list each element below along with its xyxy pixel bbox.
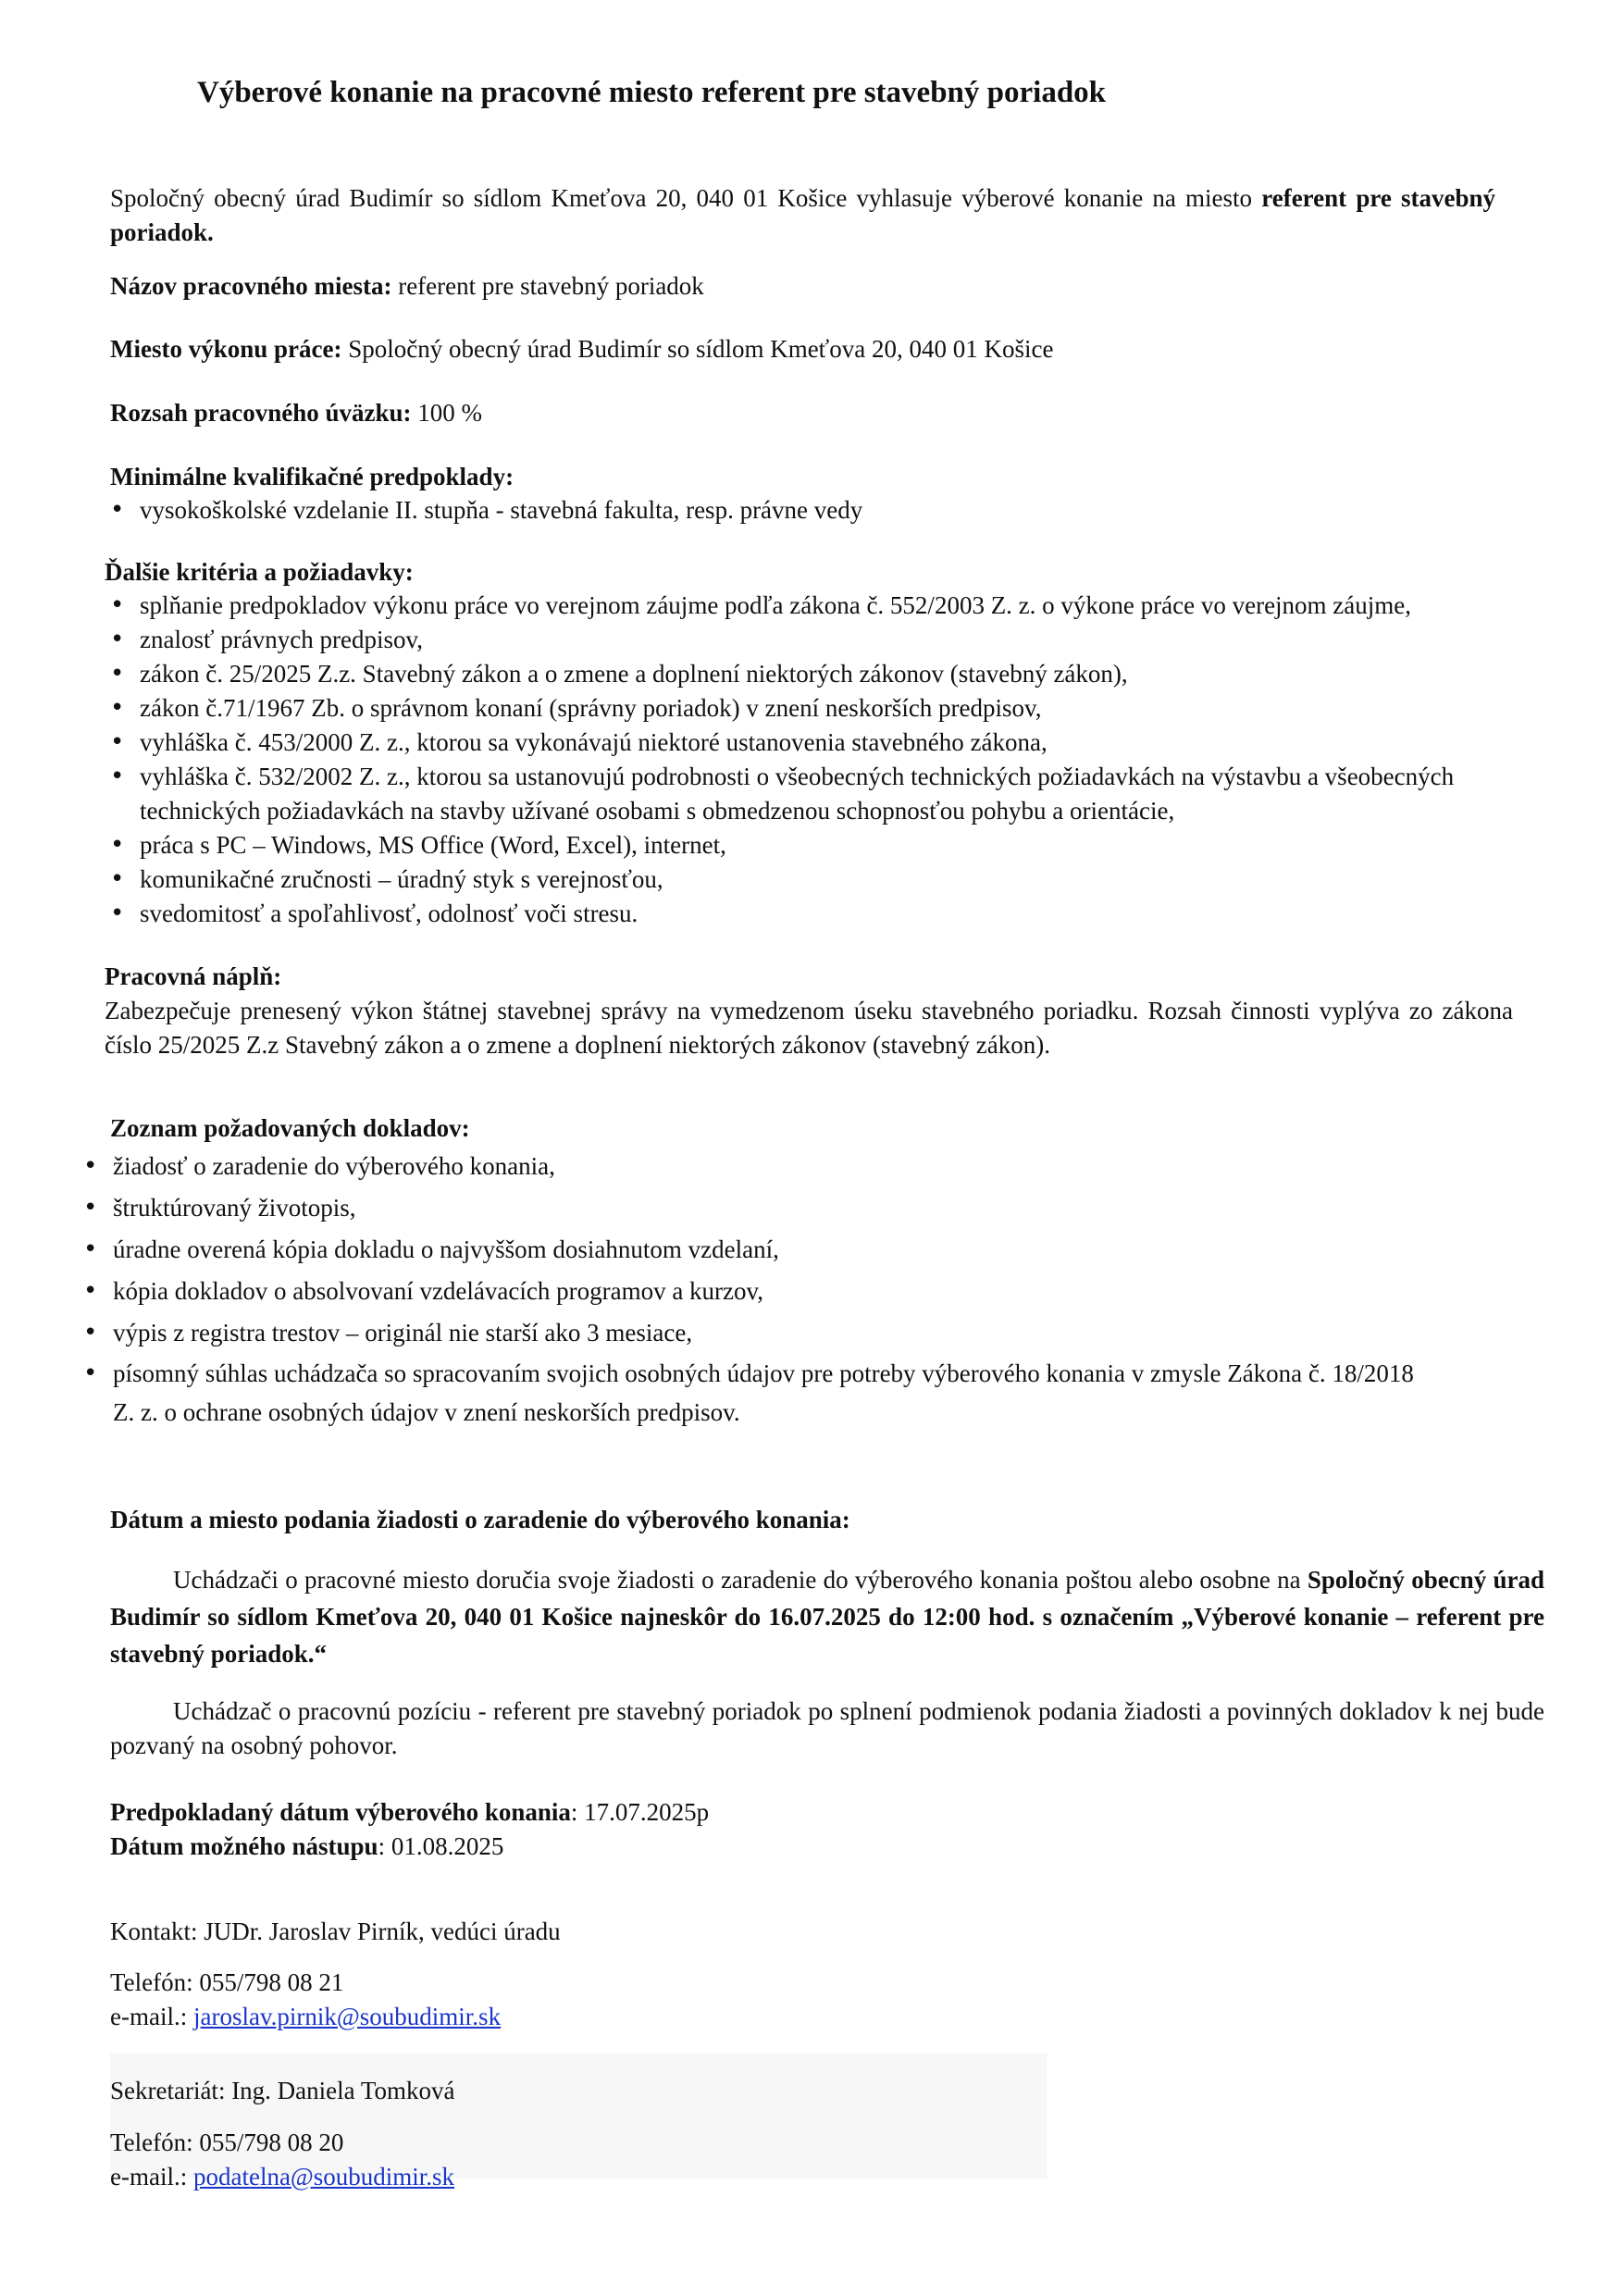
workload-line [110,396,482,430]
criteria-list [110,589,1535,931]
criteria-heading: Ďalšie kritéria a požiadavky: [105,558,414,586]
qualifications-heading: Minimálne kvalifikačné predpoklady: [110,463,514,490]
selection-date-line [110,1795,709,1830]
workload-label: Rozsah pracovného úväzku: [110,399,412,427]
list-item: • znalosť právnych predpisov, [110,623,1535,657]
list-item: • žiadosť o zaradenie do výberového konania, [83,1146,1434,1187]
list-item: • zákon č.71/1967 Zb. o správnom konaní (správny poriadok) v znení neskorších predpisov, [110,691,1535,726]
list-item: • práca s PC – Windows, MS Office (Word, Excel), internet, [110,828,1535,863]
list-item: • vysokoškolské vzdelanie II. stupňa - stavebná fakulta, resp. právne vedy [110,493,1535,527]
intro-bold: referent pre stavebný poriadok. [110,184,1495,246]
job-description-heading: Pracovná náplň: [105,962,282,990]
list-item: • vyhláška č. 532/2002 Z. z., ktorou sa ustanovujú podrobnosti o všeobecných technických požiadavkách na výstavbu a všeobecných technických požiadavkách na stavby užívané osobami s obmedzenou schopnosťou pohybu a orientácie, [110,760,1472,828]
secretariat-email-line [110,2160,454,2194]
list-item: • štruktúrovaný životopis, [83,1187,1434,1229]
workplace-line [110,332,1053,366]
start-date-label: Dátum možného nástupu [110,1832,378,1860]
submission-paragraph [110,1561,1544,1672]
documents-list [83,1146,1434,1432]
position-value: referent pre stavebný poriadok [391,272,704,300]
list-item: • zákon č. 25/2025 Z.z. Stavebný zákon a o zmene a doplnení niektorých zákonov (stavebný zákon), [110,657,1535,691]
qualifications-list [110,493,1535,527]
job-description-text: Zabezpečuje prenesený výkon štátnej stavebnej správy na vymedzenom úseku stavebného poriadku. Rozsah činnosti vyplýva zo zákona číslo 25/2025 Z.z Stavebný zákon a o zmene a doplnení niektorých zákonov (stavebný zákon). [105,997,1513,1059]
submission-heading: Dátum a miesto podania žiadosti o zaradenie do výberového konania: [110,1506,850,1533]
list-item: • písomný súhlas uchádzača so spracovaním svojich osobných údajov pre potreby výberového konania v zmysle Zákona č. 18/2018 Z. z. o ochrane osobných údajov v znení neskorších predpisov. [83,1354,1436,1432]
contact-email-label: e-mail.: [110,2003,193,2030]
selection-date-value: : 17.07.2025p [570,1798,710,1826]
submission-text: Uchádzači o pracovné miesto doručia svoje žiadosti o zaradenie do výberového konania poštou alebo osobne na [173,1566,1308,1594]
list-item: • svedomitosť a spoľahlivosť, odolnosť voči stresu. [110,897,1535,931]
intro-paragraph [110,181,1495,250]
list-item: • splňanie predpokladov výkonu práce vo verejnom záujme podľa zákona č. 552/2003 Z. z. o výkone práce vo verejnom záujme, [110,589,1535,623]
selection-date-label: Predpokladaný dátum výberového konania [110,1798,571,1826]
start-date-line [110,1830,503,1864]
secretariat-phone: Telefón: 055/798 08 20 [110,2128,344,2156]
secretariat-email-label: e-mail.: [110,2163,193,2191]
page-title: Výberové konanie na pracovné miesto referent pre stavebný poriadok [197,76,1107,109]
contact-person: Kontakt: JUDr. Jaroslav Pirník, vedúci úradu [110,1917,561,1945]
contact-email-line [110,2000,501,2034]
list-item: • vyhláška č. 453/2000 Z. z., ktorou sa vykonávajú niektoré ustanovenia stavebného zákona, [110,726,1535,760]
intro-text: Spoločný obecný úrad Budimír so sídlom Kmeťova 20, 040 01 Košice vyhlasuje výberové konanie na miesto [110,184,1262,212]
list-item: • komunikačné zručnosti – úradný styk s verejnosťou, [110,863,1535,897]
interview-paragraph: Uchádzač o pracovnú pozíciu - referent pre stavebný poriadok po splnení podmienok podania žiadosti a povinných dokladov k nej bude pozvaný na osobný pohovor. [110,1697,1544,1759]
submission-bold: Spoločný obecný úrad Budimír so sídlom Kmeťova 20, 040 01 Košice najneskôr do 16.07.2025 do 12:00 hod. s označením „Výberové konanie – referent pre stavebný poriadok.“ [110,1566,1544,1668]
contact-email-link[interactable]: jaroslav.pirnik@soubudimir.sk [192,2003,502,2030]
secretariat-email-link[interactable]: podatelna@soubudimir.sk [192,2163,455,2191]
list-item: • úradne overená kópia dokladu o najvyššom dosiahnutom vzdelaní, [83,1229,1434,1271]
workplace-value: Spoločný obecný úrad Budimír so sídlom Kmeťova 20, 040 01 Košice [341,335,1054,363]
workload-value: 100 % [411,399,483,427]
list-item: • kópia dokladov o absolvovaní vzdelávacích programov a kurzov, [83,1271,1434,1312]
secretariat-person: Sekretariát: Ing. Daniela Tomková [110,2077,455,2104]
position-line [110,269,704,304]
documents-heading: Zoznam požadovaných dokladov: [110,1114,470,1142]
start-date-value: : 01.08.2025 [378,1832,504,1860]
list-item: • výpis z registra trestov – originál nie starší ako 3 mesiace, [83,1312,1434,1354]
position-label: Názov pracovného miesta: [110,272,392,300]
workplace-label: Miesto výkonu práce: [110,335,342,363]
contact-phone: Telefón: 055/798 08 21 [110,1968,344,1996]
